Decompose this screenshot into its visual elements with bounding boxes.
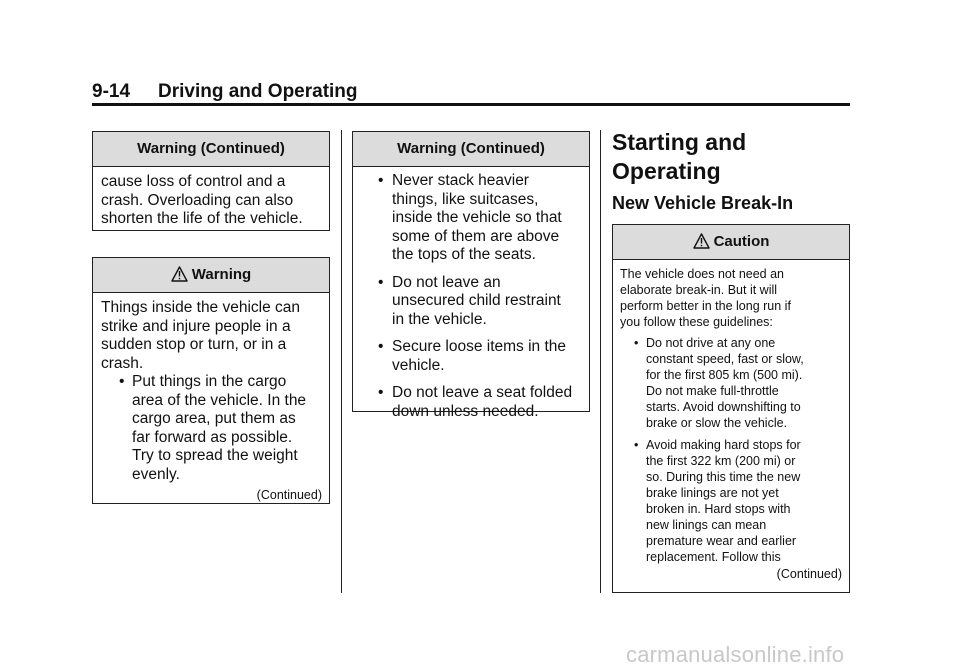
bullet-glyph: • [378,273,384,291]
text-line: the first 322 km (200 mi) or [646,454,796,468]
text-line: in the vehicle. [392,310,487,328]
header-rule [92,103,850,106]
text-line: brake linings are not yet [646,486,779,500]
text-line: Things inside the vehicle can [101,299,301,316]
warning-continued-box-2 [352,131,590,420]
section-heading [612,128,852,186]
text-line: brake or slow the vehicle. [646,416,788,430]
text-line: new linings can mean [646,518,767,532]
text-line: Never stack heavier [392,172,529,189]
watermark: carmanualsonline.info [626,642,845,667]
heading-line: Starting and [612,129,747,155]
list-item [620,335,842,431]
text-line: unsecured child restraint [392,292,561,309]
text-line: down unless needed. [392,402,539,420]
box-heading: Warning (Continued) [93,132,329,167]
box-heading: Caution [713,233,770,250]
text-line: strike and injure people in a [101,317,291,335]
text-line: you follow these guidelines: [620,315,773,329]
text-line: far forward as possible. [132,428,293,446]
text-line: inside the vehicle so that [392,209,562,226]
text-line: broken in. Hard stops with [646,502,791,516]
text-line: replacement. Follow this [646,550,781,564]
box-heading: Warning (Continued) [353,132,589,167]
list-item [361,172,582,265]
text-line: area of the vehicle. In the [132,391,307,409]
heading-line: Operating [612,158,721,184]
text-line: Do not make full-throttle [646,384,779,398]
bullet-glyph: • [119,373,125,390]
list-item [620,437,842,565]
bullet-glyph: • [634,336,639,350]
list-item [361,338,582,375]
text-line: things, like suitcases, [392,190,539,208]
text-line: starts. Avoid downshifting to [646,400,801,414]
caution-box [612,224,850,593]
warning-triangle-icon [693,233,710,249]
text-line: the tops of the seats. [392,246,536,263]
bullet-list [361,172,582,421]
box-heading-row [613,225,849,260]
box-heading: Warning [191,266,252,283]
text-line: crash. [101,354,144,372]
text-line: constant speed, fast or slow, [646,352,804,366]
text-line: premature wear and earlier [646,534,797,548]
text-line: cargo area, put them as [132,410,296,427]
bullet-glyph: • [378,338,384,355]
text-line: some of them are above [392,227,560,245]
text-line: so. During this time the new [646,470,801,484]
text-line: crash. Overloading can also [101,191,294,209]
continued-label: (Continued) [776,567,842,581]
box-body [353,167,589,427]
box-heading-row [93,258,329,293]
list-item [101,373,322,484]
text-line: shorten the life of the vehicle. [101,210,303,227]
text-line: sudden stop or turn, or in a [101,336,287,353]
bullet-list [620,335,842,565]
text-line: The vehicle does not need an [620,267,785,281]
text-line: Do not leave an [392,273,501,291]
subsection-heading: New Vehicle Break-In [612,193,794,213]
text-line: Try to spread the weight [132,447,298,464]
text-line: Avoid making hard stops for [646,438,801,452]
text-line: cause loss of control and a [101,173,286,190]
bullet-glyph: • [378,384,384,401]
text-line: Do not drive at any one [646,336,776,350]
text-line: elaborate break-in. But it will [620,283,778,297]
box-body [93,167,329,235]
list-item [361,384,582,421]
box-body [613,260,849,588]
section-title-header: Driving and Operating [158,81,358,102]
page-number: 9-14 [92,81,131,102]
bullet-glyph: • [634,438,639,452]
box-body [93,293,329,509]
text-line: for the first 805 km (500 mi). [646,368,803,382]
continued-label: (Continued) [256,488,322,502]
bullet-list [101,373,322,484]
text-line: Put things in the cargo [132,373,287,390]
column-divider-2 [600,130,601,593]
warning-triangle-icon [171,266,188,282]
warning-continued-box-1 [92,131,330,231]
text-line: Do not leave a seat folded [392,384,573,401]
text-line: Secure loose items in the [392,338,567,355]
text-line: evenly. [132,465,180,483]
page-header [92,80,850,104]
bullet-glyph: • [378,172,384,189]
list-item [361,274,582,330]
text-line: vehicle. [392,356,445,374]
warning-box [92,257,330,504]
column-divider-1 [341,130,342,593]
text-line: perform better in the long run if [620,299,791,313]
